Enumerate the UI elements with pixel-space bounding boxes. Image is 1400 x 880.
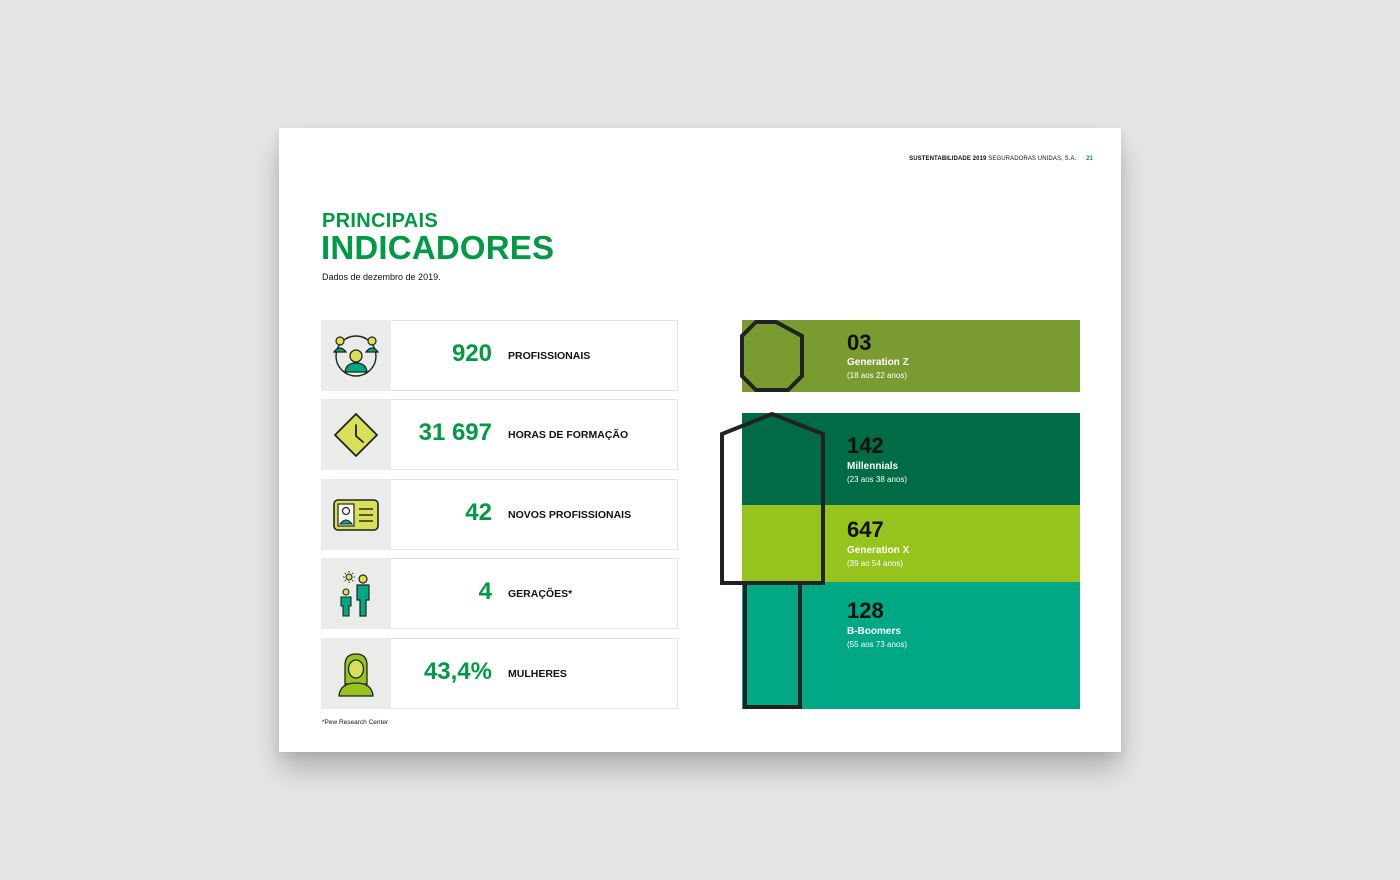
indicator-icon-box	[321, 638, 391, 709]
indicator-label: PROFISSIONAIS	[508, 350, 591, 362]
indicator-label: HORAS DE FORMAÇÃO	[508, 429, 629, 441]
id-card-icon	[332, 491, 380, 539]
generation-range: (39 ao 54 anos)	[847, 559, 904, 568]
generation-name: Millennials	[847, 461, 899, 472]
page-title-line2: INDICADORES	[321, 229, 555, 266]
indicator-row-geracoes	[321, 558, 678, 629]
generations-icon	[332, 570, 380, 618]
indicator-value: 4	[478, 578, 492, 605]
indicator-value: 31 697	[418, 419, 492, 446]
generation-name: Generation X	[847, 545, 910, 556]
indicator-row-novos	[321, 479, 678, 550]
generation-count: 03	[847, 330, 872, 355]
indicator-label: MULHERES	[508, 668, 567, 680]
generation-count: 128	[847, 598, 884, 623]
page-subtitle: Dados de dezembro de 2019.	[322, 272, 441, 282]
indicator-label: GERAÇÕES*	[508, 588, 573, 600]
clock-icon	[332, 411, 380, 459]
report-page	[279, 128, 1121, 752]
generation-count: 647	[847, 517, 884, 542]
indicator-row-horas	[321, 399, 678, 470]
company-name: SEGURADORAS UNIDAS, S.A.	[988, 156, 1077, 162]
footnote: *Pew Research Center	[322, 719, 389, 726]
indicator-icon-box	[321, 399, 391, 470]
page-title-line1: PRINCIPAIS	[322, 210, 438, 232]
generation-range: (55 aos 73 anos)	[847, 640, 908, 649]
indicator-icon-box	[321, 479, 391, 550]
generation-name: B-Boomers	[847, 626, 901, 637]
indicator-value: 920	[451, 340, 492, 367]
indicator-icon-box	[321, 558, 391, 629]
generation-range: (23 aos 38 anos)	[847, 475, 908, 484]
woman-icon	[332, 650, 380, 698]
generations-tree-illustration	[719, 318, 839, 718]
indicator-label: NOVOS PROFISSIONAIS	[508, 509, 632, 521]
page-header	[909, 156, 1093, 162]
indicator-row-mulheres	[321, 638, 678, 709]
indicator-icon-box	[321, 320, 391, 391]
generation-name: Generation Z	[847, 357, 909, 368]
people-network-icon	[332, 332, 380, 380]
generation-range: (18 aos 22 anos)	[847, 371, 908, 380]
indicator-value: 43,4%	[423, 658, 492, 685]
indicator-row-profissionais	[321, 320, 678, 391]
report-name: SUSTENTABILIDADE 2019	[909, 156, 987, 162]
indicator-value: 42	[465, 499, 492, 526]
page-number: 21	[1086, 156, 1093, 162]
generation-count: 142	[847, 433, 884, 458]
